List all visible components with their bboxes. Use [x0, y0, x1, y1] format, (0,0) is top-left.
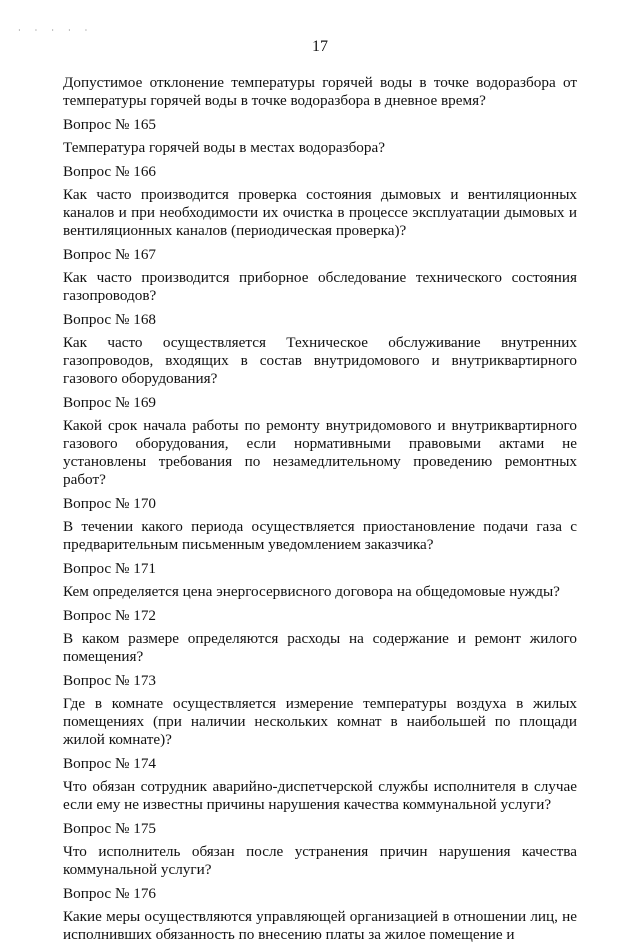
question-label-167: Вопрос № 167 [63, 246, 157, 263]
page-number: 17 [312, 38, 328, 55]
question-label-174: Вопрос № 174 [63, 755, 157, 772]
question-text-169: Какой срок начала работы по ремонту внутридомового и внутриквартирного газового оборудования, если нормативными правовыми актами не установлены требования по незамедлительному проведению ремонтных работ? [63, 417, 577, 488]
question-text-173: Где в комнате осуществляется измерение температуры воздуха в жилых помещениях (при наличии нескольких комнат в наибольшей по площади жилой комнате)? [63, 695, 577, 748]
question-label-166: Вопрос № 166 [63, 163, 157, 180]
document-body [63, 74, 577, 950]
question-text-171: Кем определяется цена энергосервисного договора на общедомовые нужды? [63, 583, 560, 600]
question-label-168: Вопрос № 168 [63, 311, 157, 328]
intro-question-text: Допустимое отклонение температуры горячей воды в точке водоразбора от температуры горячей воды в точке водоразбора в дневное время? [63, 74, 577, 109]
question-text-165: Температура горячей воды в местах водоразбора? [63, 139, 385, 156]
question-label-170: Вопрос № 170 [63, 495, 157, 512]
question-label-165: Вопрос № 165 [63, 116, 157, 133]
question-text-170: В течении какого периода осуществляется приостановление подачи газа с предварительным письменным уведомлением заказчика? [63, 518, 577, 553]
question-text-174: Что обязан сотрудник аварийно-диспетчерской службы исполнителя в случае если ему не известны причины нарушения качества коммунальной услуги? [63, 778, 577, 813]
scan-artifact-marks: · · · · · [18, 26, 94, 35]
question-text-167: Как часто производится приборное обследование технического состояния газопроводов? [63, 269, 577, 304]
question-label-176: Вопрос № 176 [63, 885, 157, 902]
question-label-172: Вопрос № 172 [63, 607, 157, 624]
question-label-175: Вопрос № 175 [63, 820, 157, 837]
question-label-171: Вопрос № 171 [63, 560, 157, 577]
question-text-175: Что исполнитель обязан после устранения причин нарушения качества коммунальной услуги? [63, 843, 577, 878]
question-text-172: В каком размере определяются расходы на содержание и ремонт жилого помещения? [63, 630, 577, 665]
question-text-166: Как часто производится проверка состояния дымовых и вентиляционных каналов и при необходимости их очистка в процессе эксплуатации дымовых и вентиляционных каналов (периодическая проверка)? [63, 186, 577, 239]
question-text-168: Как часто осуществляется Техническое обслуживание внутренних газопроводов, входящих в состав внутридомового и внутриквартирного газового оборудования? [63, 334, 577, 387]
question-label-173: Вопрос № 173 [63, 672, 157, 689]
question-text-176: Какие меры осуществляются управляющей организацией в отношении лиц, не исполнивших обязанность по внесению платы за жилое помещение и [63, 908, 577, 943]
question-label-169: Вопрос № 169 [63, 394, 157, 411]
